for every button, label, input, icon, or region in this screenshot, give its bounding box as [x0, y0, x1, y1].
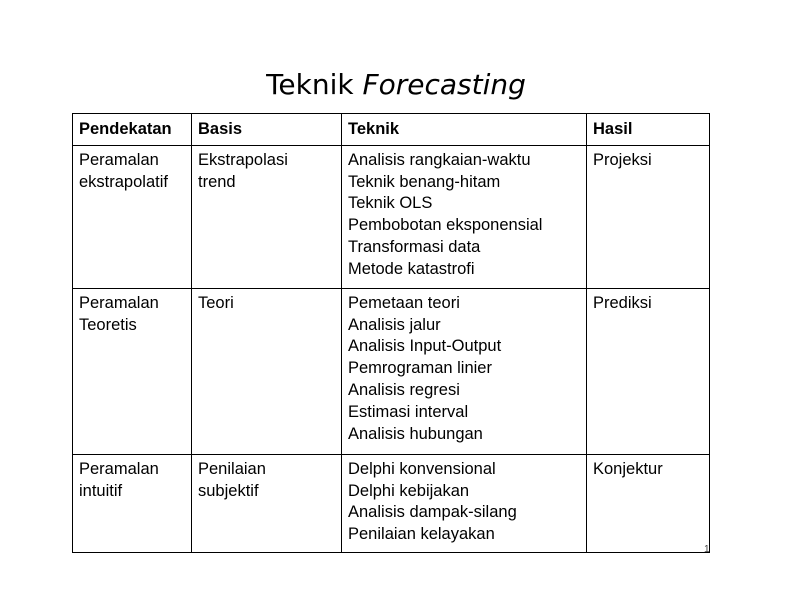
header-teknik: Teknik	[342, 114, 587, 146]
header-hasil: Hasil	[587, 114, 710, 146]
cell-line: Teknik benang-hitam	[348, 172, 501, 191]
table-row	[73, 145, 710, 288]
page-number: 1	[704, 544, 710, 555]
forecasting-table	[72, 113, 710, 553]
cell-line: Analisis Input-Output	[348, 337, 502, 356]
cell-line: subjektif	[198, 481, 259, 500]
header-pendekatan: Pendekatan	[73, 114, 192, 146]
cell-line: Pemrograman linier	[348, 359, 492, 378]
cell-line: Analisis dampak-silang	[348, 503, 517, 522]
cell-teknik	[342, 288, 587, 454]
cell-line: Teknik OLS	[348, 194, 433, 213]
cell-line: Peramalan	[79, 293, 159, 312]
cell-teknik	[342, 145, 587, 288]
cell-pendekatan	[73, 145, 192, 288]
cell-line: Penilaian kelayakan	[348, 525, 495, 544]
cell-line: Delphi konvensional	[348, 459, 496, 478]
cell-teknik	[342, 454, 587, 552]
cell-line: Transformasi data	[348, 237, 481, 256]
cell-line: Analisis regresi	[348, 380, 460, 399]
cell-line: Pembobotan eksponensial	[348, 216, 543, 235]
title-prefix: Teknik	[266, 68, 354, 101]
table-header-row	[73, 114, 710, 146]
cell-line: Peramalan	[79, 459, 159, 478]
cell-line: Analisis jalur	[348, 315, 441, 334]
header-basis: Basis	[192, 114, 342, 146]
cell-line: Delphi kebijakan	[348, 481, 470, 500]
cell-line: Penilaian	[198, 459, 266, 478]
cell-line: ekstrapolatif	[79, 172, 168, 191]
cell-basis	[192, 145, 342, 288]
cell-hasil	[587, 454, 710, 552]
cell-line: Teoretis	[79, 315, 137, 334]
cell-line: Ekstrapolasi	[198, 150, 288, 169]
cell-line: trend	[198, 172, 236, 191]
cell-pendekatan	[73, 454, 192, 552]
cell-line: Projeksi	[593, 150, 652, 169]
cell-line: Metode katastrofi	[348, 259, 475, 278]
page-title	[0, 68, 792, 101]
cell-hasil	[587, 288, 710, 454]
table-row	[73, 454, 710, 552]
cell-line: Estimasi interval	[348, 402, 469, 421]
cell-basis	[192, 454, 342, 552]
table-row	[73, 288, 710, 454]
cell-line: Peramalan	[79, 150, 159, 169]
title-italic: Forecasting	[362, 68, 526, 101]
cell-hasil	[587, 145, 710, 288]
cell-line: Analisis hubungan	[348, 424, 483, 443]
cell-line: intuitif	[79, 481, 123, 500]
cell-pendekatan	[73, 288, 192, 454]
cell-line: Analisis rangkaian-waktu	[348, 150, 531, 169]
cell-line: Prediksi	[593, 293, 652, 312]
cell-line: Pemetaan teori	[348, 293, 460, 312]
cell-basis	[192, 288, 342, 454]
cell-line: Teori	[198, 293, 234, 312]
cell-line: Konjektur	[593, 459, 663, 478]
